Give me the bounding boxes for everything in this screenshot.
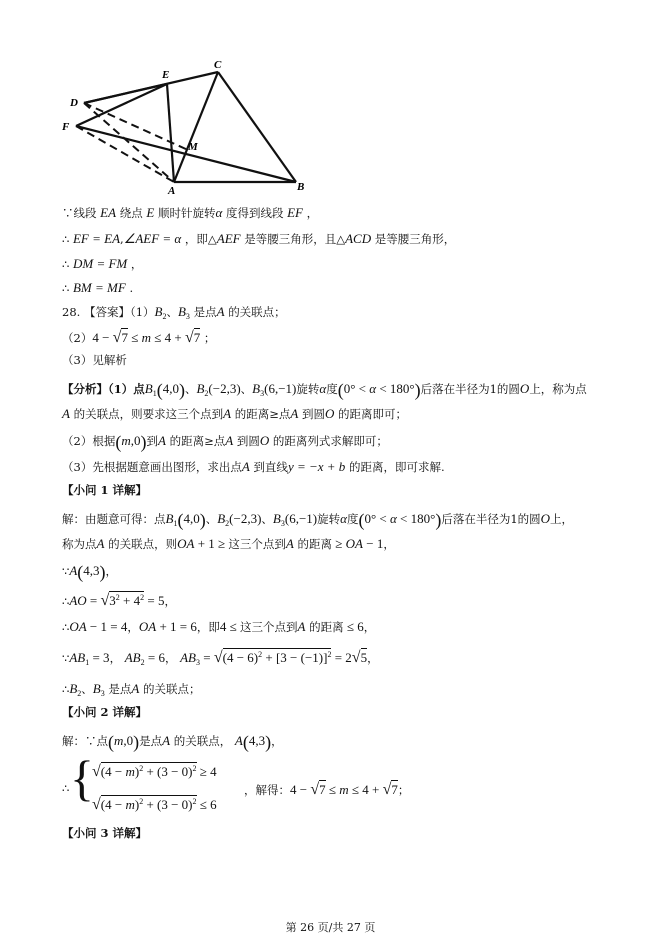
label-D: D	[70, 97, 78, 109]
proof-line-1: ∵线段 EA 绕点 E 顺时针旋转α 度得到线段 EF ，	[62, 205, 319, 220]
therefore-sign: ∴	[62, 781, 70, 795]
part1-line-4: ∴AO = $√3^2 + 4^2 = 5$，	[62, 592, 176, 609]
part1-line-7: $\therefore B_2$、$B_3$ 是点A 的关联点；	[62, 681, 201, 698]
analysis-3: （2）根据(m,0)到A 的距离≥点A 到圆O 的距离列式求解即可；	[62, 432, 388, 452]
q28-answer-2: （2）4 − √7 ≤ m ≤ 4 + √7 ；	[62, 329, 216, 346]
label-E: E	[162, 69, 170, 81]
label-M: M	[188, 141, 198, 153]
part1-line-5: ∴OA − 1 = 4，OA + 1 = 6，即4 ≤ 这三个点到A 的距离 ≤ 6，	[62, 619, 376, 634]
system-brace: {	[70, 750, 94, 806]
page-footer: 第 26 页/共 27 页	[285, 921, 376, 934]
section-1-heading: 【小问 1 详解】	[62, 483, 148, 497]
analysis-2: A 的关联点，则要求这三个点到A 的距离≥点A 到圆O 的距离即可；	[62, 406, 408, 421]
part1-line-3: ∵A(4,3)，	[62, 562, 118, 582]
section-2-heading: 【小问 2 详解】	[62, 705, 148, 719]
label-C: C	[214, 59, 222, 71]
analysis-4: （3）先根据题意画出图形，求出点A 到直线y = −x + b 的距离，即可求解.	[62, 459, 445, 474]
part2-line-1: 解：∵点(m,0)是点A 的关联点， A(4,3)，	[62, 732, 283, 752]
q28-answer: 28. 【答案】$(1)B_2$、$B_3$ 是点A 的关联点；	[62, 304, 286, 321]
proof-line-2: ∴ EF = EA,∠AEF = α ，即△AEF 是等腰三角形，且△ACD 是等腰三角形，	[62, 231, 456, 246]
proof-line-4: ∴ BM = MF .	[62, 280, 134, 295]
q28-answer-3: （3）见解析	[62, 353, 127, 367]
label-A: A	[168, 185, 176, 197]
label-F: F	[62, 121, 70, 133]
proof-line-3: ∴ DM = FM ，	[62, 256, 143, 271]
analysis-1: 【分析】（1）点$B_1(4,0)$、$B_2(-2,3)$、$B_3(6,-1)$旋转α度(0° < α < 180°)后落在半径为1的圆O上，称为点	[62, 380, 587, 400]
inequality-1: $√(4 - m)^2 + (3 - 0)^2 \ge 4$	[92, 763, 217, 780]
part2-solution: ，解得：4 − √7 ≤ m ≤ 4 + √7；	[244, 781, 410, 798]
label-B: B	[297, 181, 305, 193]
part1-line-2: 称为点A 的关联点，则OA + 1 ≥ 这三个点到A 的距离 ≥ OA − 1，	[62, 536, 395, 551]
geometry-figure	[0, 0, 661, 200]
part1-line-6: $\because AB_1 = 3$， $AB_2 = 6$， $AB_3 = √(4 - 6)^2 + [3 - (-1)]^2 = 2√5$，	[62, 649, 379, 667]
section-3-heading: 【小问 3 详解】	[62, 826, 148, 840]
inequality-2: $√(4 - m)^2 + (3 - 0)^2 \le 6$	[92, 796, 217, 813]
part1-line-1: 解：由题意可得：点$B_1(4,0)$、$B_2(-2,3)$、$B_3(6,-1)$旋转α度(0° < α < 180°)后落在半径为1的圆O上，	[62, 510, 574, 530]
